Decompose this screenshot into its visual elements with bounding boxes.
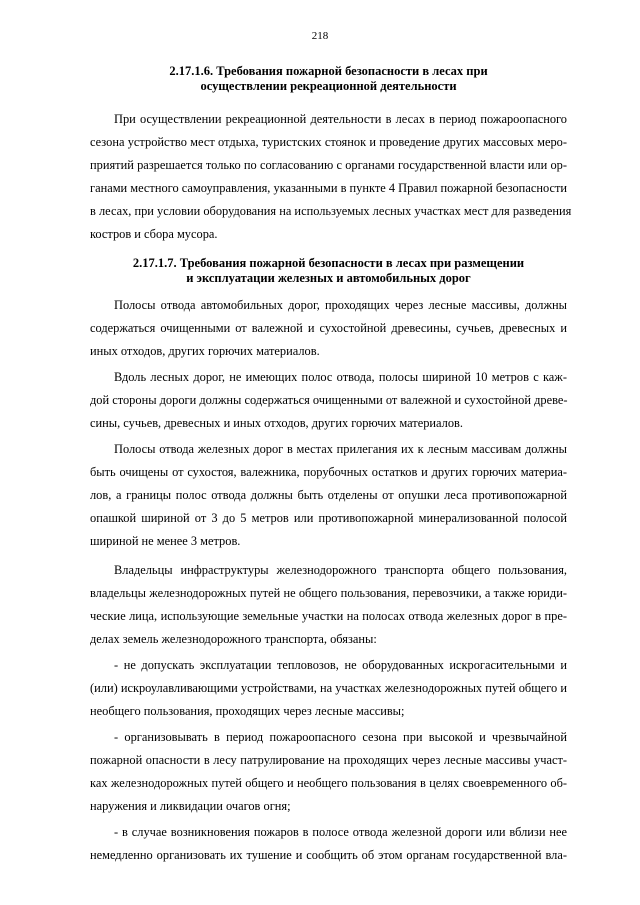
paragraph-recreation	[90, 108, 572, 246]
text-line: (или) искроулавливающими устройствами, на участках железнодорожных путей общего и	[90, 681, 567, 695]
paragraph-road-strips	[90, 294, 567, 363]
text-line: иных отходов, других горючих материалов.	[90, 344, 320, 358]
text-line: Полосы отвода железных дорог в местах прилегания их к лесным массивам должны	[114, 442, 567, 456]
page-content	[90, 64, 572, 867]
heading-line: 2.17.1.6. Требования пожарной безопасности в лесах при	[169, 64, 488, 78]
text-line: - организовывать в период пожароопасного сезона при высокой и чрезвычайной	[114, 730, 567, 744]
paragraph-railway-owners	[90, 559, 567, 651]
text-line: Вдоль лесных дорог, не имеющих полос отвода, полосы шириной 10 метров с каж-	[114, 370, 567, 384]
text-line: в лесах, при условии оборудования на используемых лесных участках мест для разведения	[90, 204, 572, 218]
text-line: опашкой шириной от 3 до 5 метров или противопожарной минерализованной полосой	[90, 511, 567, 525]
text-line: делах земель железнодорожного транспорта, обязаны:	[90, 632, 377, 646]
heading-line: 2.17.1.7. Требования пожарной безопасности в лесах при размещении	[132, 256, 525, 270]
text-line: - в случае возникновения пожаров в полосе отвода железной дороги или вблизи нее	[114, 825, 567, 839]
list-item-patrols	[90, 726, 567, 818]
text-line: приятий разрешается только по согласованию с органами государственной власти или ор-	[90, 158, 567, 172]
text-line: ческие лица, использующие земельные участки на полосах отвода железных дорог в пре-	[90, 609, 567, 623]
page-number: 218	[311, 30, 329, 42]
text-line: содержаться очищенными от валежной и сухостойной древесины, сучьев, древесных и	[90, 321, 567, 335]
text-line: Полосы отвода автомобильных дорог, проходящих через лесные массивы, должны	[114, 298, 567, 312]
text-line: дой стороны дороги должны содержаться очищенными от валежной и сухостойной древе-	[90, 393, 568, 407]
text-line: владельцы железнодорожных путей не общего пользования, перевозчики, а также юриди-	[90, 586, 567, 600]
text-line: Владельцы инфраструктуры железнодорожного транспорта общего пользования,	[114, 563, 567, 577]
text-line: лов, а границы полос отвода должны быть отделены от опушки леса противопожарной	[90, 488, 567, 502]
text-line: - не допускать эксплуатации тепловозов, не оборудованных искрогасительными и	[114, 658, 567, 672]
text-line: При осуществлении рекреационной деятельности в лесах в период пожароопасного	[114, 112, 567, 126]
text-line: шириной не менее 3 метров.	[90, 534, 241, 548]
heading-line: и эксплуатации железных и автомобильных дорог	[186, 271, 471, 285]
text-line: ках железнодорожных путей общего и необщего пользования в целях своевременного об-	[90, 776, 567, 790]
text-line: костров и сбора мусора.	[90, 227, 218, 241]
section-heading-2-17-1-7	[90, 256, 567, 286]
text-line: наружения и ликвидации очагов огня;	[90, 799, 291, 813]
list-item-fire-response	[90, 821, 567, 867]
text-line: сезона устройство мест отдыха, туристских стоянок и проведение других массовых меро-	[90, 135, 567, 149]
text-line: необщего пользования, проходящих через лесные массивы;	[90, 704, 405, 718]
list-item-locomotives	[90, 654, 567, 723]
text-line: быть очищены от сухостоя, валежника, порубочных остатков и других горючих материа-	[90, 465, 567, 479]
text-line: немедленно организовать их тушение и сообщить об этом органам государственной вла-	[90, 848, 567, 862]
heading-line: осуществлении рекреационной деятельности	[200, 79, 457, 93]
paragraph-forest-roads	[90, 366, 567, 435]
paragraph-railway-strips	[90, 438, 567, 553]
text-line: пожарной опасности в лесу патрулирование на проходящих через лесные массивы участ-	[90, 753, 567, 767]
text-line: сины, сучьев, древесных и иных отходов, других горючих материалов.	[90, 416, 463, 430]
section-heading-2-17-1-6	[90, 64, 567, 94]
text-line: ганами местного самоуправления, указанными в пункте 4 Правил пожарной безопасности	[90, 181, 567, 195]
